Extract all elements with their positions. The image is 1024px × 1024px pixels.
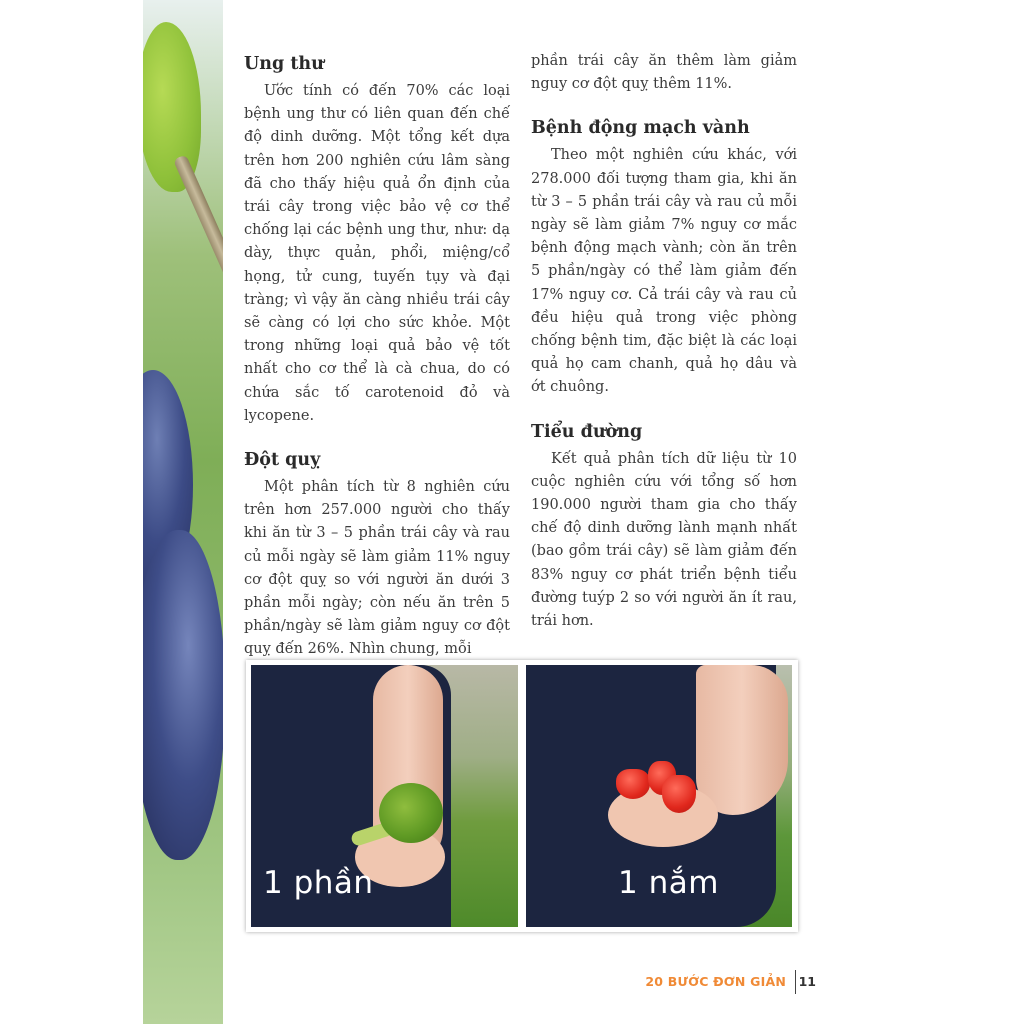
portion-photos — [246, 660, 798, 932]
plum-graphic — [143, 530, 223, 860]
plum-branch-photo-strip — [143, 0, 223, 1024]
photo-caption-portion: 1 phần — [263, 865, 374, 901]
left-text-column — [244, 50, 510, 662]
footer-divider — [795, 970, 796, 994]
section-body-coronary: Theo một nghiên cứu khác, với 278.000 đối tượng tham gia, khi ăn từ 3 – 5 phần trái cây và rau củ mỗi ngày sẽ làm giảm 7% nguy cơ mắc bệnh động mạch vành; còn ăn trên 5 phần/ngày có thể làm giảm đến 17% nguy cơ. Cả trái cây và rau củ đều hiệu quả trong việc phòng chống bệnh tim, đặc biệt là các loại quả họ cam chanh, quả họ dâu và ớt chuông. — [531, 147, 797, 396]
broccoli-portion-photo — [251, 665, 518, 927]
strawberry-graphic — [662, 775, 696, 813]
footer-book-title: 20 BƯỚC ĐƠN GIẢN — [645, 974, 786, 989]
section-heading-stroke: Đột quỵ — [244, 450, 321, 471]
page-number: 11 — [798, 974, 816, 989]
strawberry-handful-photo — [526, 665, 792, 927]
page-footer — [640, 972, 820, 992]
strawberry-graphic — [616, 769, 650, 799]
section-body-diabetes: Kết quả phân tích dữ liệu từ 10 cuộc nghiên cứu với tổng số hơn 190.000 người tham gia cho thấy chế độ dinh dưỡng lành mạnh nhất (bao gồm trái cây) sẽ làm giảm đến 83% nguy cơ phát triển bệnh tiểu đường tuýp 2 so với người ăn ít rau, trái hơn. — [531, 450, 797, 630]
stroke-continuation: phần trái cây ăn thêm làm giảm nguy cơ đột quỵ thêm 11%. — [531, 53, 797, 93]
leaf-graphic — [143, 22, 201, 192]
section-heading-diabetes: Tiểu đường — [531, 421, 643, 442]
broccoli-graphic — [379, 783, 443, 843]
photo-caption-handful: 1 nắm — [618, 865, 719, 901]
section-body-stroke: Một phân tích từ 8 nghiên cứu trên hơn 257.000 người cho thấy khi ăn từ 3 – 5 phần trái cây và rau củ mỗi ngày sẽ làm giảm 11% nguy cơ đột quỵ so với người ăn dưới 3 phần mỗi ngày; còn nếu ăn trên 5 phần/ngày sẽ làm giảm nguy cơ đột quỵ đến 26%. Nhìn chung, mỗi — [244, 479, 510, 658]
section-heading-coronary: Bệnh động mạch vành — [531, 118, 750, 139]
right-text-column — [531, 50, 797, 633]
section-heading-cancer: Ung thư — [244, 54, 324, 74]
section-body-cancer: Ước tính có đến 70% các loại bệnh ung thư có liên quan đến chế độ dinh dưỡng. Một tổng kết dựa trên hơn 200 nghiên cứu lâm sàng đã cho thấy hiệu quả ổn định của trái cây trong việc bảo vệ cơ thể chống lại các bệnh ung thư, như: dạ dày, thực quản, phổi, miệng/cổ họng, tử cung, tuyến tụy và đại tràng; vì vậy ăn càng nhiều trái cây sẽ càng có lợi cho sức khỏe. Một trong những loại quả bảo vệ tốt nhất cho cơ thể là cà chua, do có chứa sắc tố carotenoid đỏ và lycopene. — [244, 83, 510, 424]
